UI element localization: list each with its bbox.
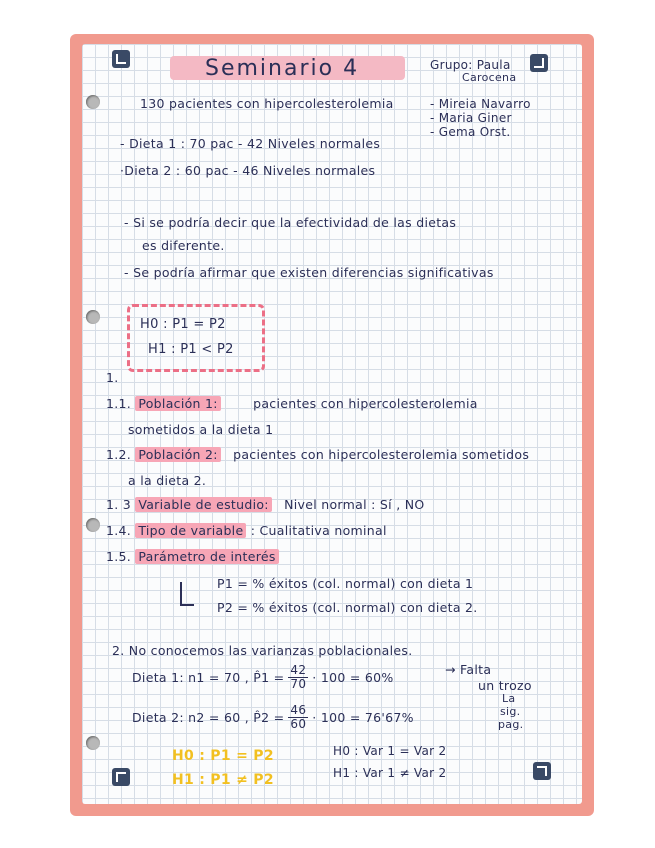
question-1a: - Si se podría decir que la efectividad de las dietas <box>124 215 457 230</box>
fraction <box>288 704 308 731</box>
numerator: 42 <box>290 662 307 677</box>
section-1-1-cont: sometidos a la dieta 1 <box>128 422 274 437</box>
section-text: Nivel normal : Sí , NO <box>284 497 425 512</box>
hypothesis-h1: H1 : P1 < P2 <box>148 342 234 357</box>
corner-mark-icon <box>112 768 130 786</box>
section-number: 1.4. <box>106 523 132 538</box>
note-falta: → Falta <box>445 662 492 677</box>
fraction <box>288 664 308 691</box>
group-label: Grupo: Paula <box>430 58 511 72</box>
dieta1-calc <box>132 662 394 692</box>
member-3: - Gema Orst. <box>430 125 511 139</box>
arrow-icon <box>180 582 194 606</box>
section-1-1 <box>106 396 478 411</box>
corner-mark-icon <box>530 54 548 72</box>
calc-right: · 100 = 76'67% <box>312 709 414 725</box>
section-label: Población 2: <box>135 447 220 462</box>
section-label: Tipo de variable <box>135 523 246 538</box>
binder-hole-icon <box>86 95 100 109</box>
section-number: 1. 3 <box>106 497 132 512</box>
dieta2-calc <box>132 700 414 734</box>
section-1-5 <box>106 549 279 564</box>
note-trozo: un trozo <box>478 678 532 693</box>
numerator: 46 <box>290 702 307 717</box>
section-1: 1. <box>106 370 119 385</box>
section-label: Variable de estudio: <box>135 497 271 512</box>
section-1-3 <box>106 497 425 512</box>
param-p1: P1 = % éxitos (col. normal) con dieta 1 <box>217 576 474 591</box>
question-2: - Se podría afirmar que existen diferencias significativas <box>124 265 494 280</box>
section-label: Población 1: <box>135 396 220 411</box>
section-1-4 <box>106 523 387 538</box>
calc-left: Dieta 2: n2 = 60 , P̂2 = <box>132 709 285 725</box>
binder-hole-icon <box>86 310 100 324</box>
side-note-2: sig. <box>500 705 521 718</box>
section-number: 1.5. <box>106 549 132 564</box>
section-number: 1.1. <box>106 396 132 411</box>
member-1: - Mireia Navarro <box>430 97 531 111</box>
hypothesis-box <box>127 304 265 372</box>
group-label-2: Carocena <box>462 71 517 84</box>
side-note-3: pag. <box>498 718 524 731</box>
intro-line: 130 pacientes con hipercolesterolemia <box>140 96 394 111</box>
member-2: - Maria Giner <box>430 111 512 125</box>
diet1-line: - Dieta 1 : 70 pac - 42 Niveles normales <box>120 136 381 151</box>
side-note-1: La <box>502 692 516 705</box>
section-text: : Cualitativa nominal <box>250 523 387 538</box>
calc-left: Dieta 1: n1 = 70 , P̂1 = <box>132 669 285 685</box>
binder-hole-icon <box>86 518 100 532</box>
section-text: pacientes con hipercolesterolemia <box>253 396 478 411</box>
binder-hole-icon <box>86 736 100 750</box>
question-1b: es diferente. <box>142 238 225 253</box>
denominator: 60 <box>290 716 307 731</box>
hypothesis-h0: H0 : P1 = P2 <box>140 317 226 332</box>
section-1-2 <box>106 447 529 462</box>
corner-mark-icon <box>533 762 551 780</box>
corner-mark-icon <box>112 50 130 68</box>
section-text: pacientes con hipercolesterolemia sometidos <box>233 447 530 462</box>
param-p2: P2 = % éxitos (col. normal) con dieta 2. <box>217 600 478 615</box>
section-2: 2. No conocemos las varianzas poblacionales. <box>112 643 413 658</box>
denominator: 70 <box>290 676 307 691</box>
section-number: 1.2. <box>106 447 132 462</box>
calc-right: · 100 = 60% <box>312 669 394 685</box>
page-title: Seminario 4 <box>205 56 360 81</box>
yellow-h1: H1 : P1 ≠ P2 <box>172 772 274 788</box>
variance-h0: H0 : Var 1 = Var 2 <box>333 744 447 758</box>
variance-h1: H1 : Var 1 ≠ Var 2 <box>333 766 447 780</box>
section-label: Parámetro de interés <box>135 549 278 564</box>
yellow-h0: H0 : P1 = P2 <box>172 748 274 764</box>
diet2-line: ·Dieta 2 : 60 pac - 46 Niveles normales <box>120 163 376 178</box>
section-1-2-cont: a la dieta 2. <box>128 473 207 488</box>
